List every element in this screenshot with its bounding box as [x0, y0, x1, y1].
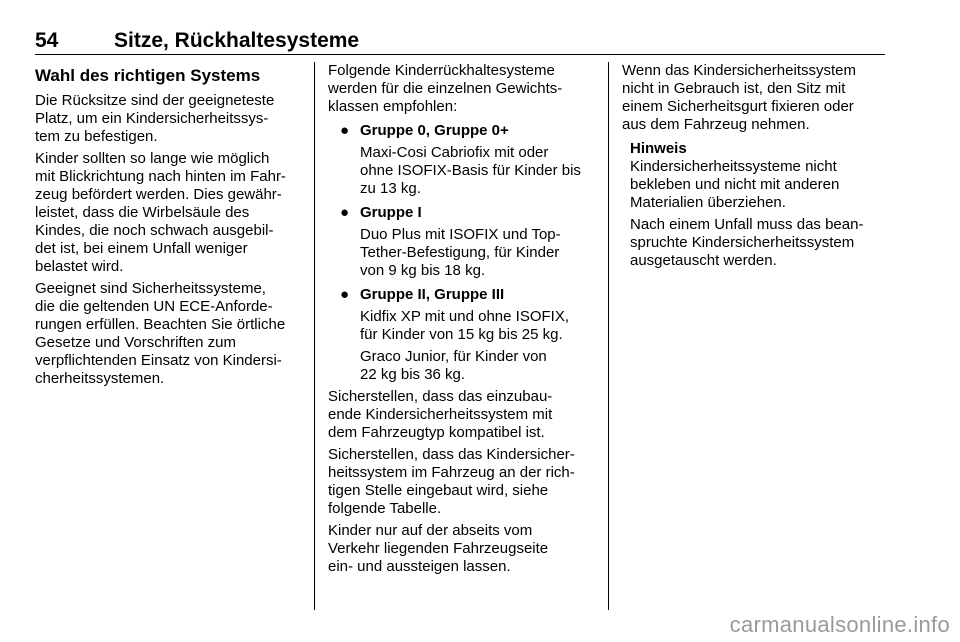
bullet-label: Gruppe I — [360, 204, 422, 221]
text-line: Graco Junior, für Kinder von — [360, 348, 547, 365]
column-divider — [608, 62, 609, 610]
list-item — [328, 122, 596, 140]
text-line: ausgetauscht werden. — [630, 252, 777, 269]
footer-watermark: carmanualsonline.info — [729, 612, 950, 637]
text-line: zu 13 kg. — [360, 180, 421, 197]
body-paragraph — [328, 388, 596, 442]
section-title: Sitze, Rückhaltesysteme — [114, 29, 360, 52]
bullet-icon: ● — [340, 122, 350, 139]
text-line: Kindes, die noch schwach ausgebil- — [35, 222, 274, 239]
column-divider — [314, 62, 315, 610]
text-line: von 9 kg bis 18 kg. — [360, 262, 486, 279]
text-line: Kinder nur auf der abseits vom — [328, 522, 533, 539]
text-line: für Kinder von 15 kg bis 25 kg. — [360, 326, 563, 343]
text-line: Platz, um ein Kindersicherheitssys- — [35, 110, 269, 127]
text-line: klassen empfohlen: — [328, 98, 458, 115]
text-line: Kindersicherheitssysteme nicht — [630, 158, 837, 175]
text-line: Maxi-Cosi Cabriofix mit oder — [360, 144, 549, 161]
text-line: leistet, dass die Wirbelsäule des — [35, 204, 250, 221]
body-paragraph — [622, 62, 884, 134]
text-line: ein- und aussteigen lassen. — [328, 558, 511, 575]
text-line: Sicherstellen, dass das Kindersicher- — [328, 446, 575, 463]
note-title: Hinweis — [630, 140, 687, 157]
body-paragraph — [328, 522, 596, 576]
text-line: Tether-Befestigung, für Kinder — [360, 244, 560, 261]
body-paragraph — [328, 446, 596, 518]
list-item — [328, 204, 596, 222]
page-header — [35, 30, 885, 52]
text-line: Verkehr liegenden Fahrzeugseite — [328, 540, 549, 557]
text-line: aus dem Fahrzeug nehmen. — [622, 116, 810, 133]
bullet-text — [328, 348, 596, 384]
page-number: 54 — [35, 29, 59, 52]
bullet-label: Gruppe 0, Gruppe 0+ — [360, 122, 509, 139]
paragraph-group — [328, 388, 596, 576]
text-line: zeug befördert werden. Dies gewähr- — [35, 186, 282, 203]
text-line: tem zu befestigen. — [35, 128, 158, 145]
text-line: werden für die einzelnen Gewichts- — [328, 80, 563, 97]
bullet-list — [328, 122, 596, 384]
text-line: Folgende Kinderrückhaltesysteme — [328, 62, 555, 79]
text-line: bekleben und nicht mit anderen — [630, 176, 840, 193]
text-line: Wenn das Kindersicherheitssystem — [622, 62, 856, 79]
text-line: Nach einem Unfall muss das bean- — [630, 216, 864, 233]
text-line: ohne ISOFIX-Basis für Kinder bis — [360, 162, 581, 179]
list-item — [328, 286, 596, 304]
text-line: belastet wird. — [35, 258, 124, 275]
text-line: Kidfix XP mit und ohne ISOFIX, — [360, 308, 569, 325]
text-line: einem Sicherheitsgurt fixieren oder — [622, 98, 854, 115]
text-line: mit Blickrichtung nach hinten im Fahr- — [35, 168, 286, 185]
text-line: die die geltenden UN ECE-Anforde- — [35, 298, 273, 315]
text-line: 22 kg bis 36 kg. — [360, 366, 466, 383]
text-line: heitssystem im Fahrzeug an der rich- — [328, 464, 575, 481]
text-line: rungen erfüllen. Beachten Sie örtliche — [35, 316, 286, 333]
text-line: ende Kindersicherheitssystem mit — [328, 406, 553, 423]
paragraph-group — [35, 92, 303, 388]
text-line: folgende Tabelle. — [328, 500, 442, 517]
bullet-icon: ● — [340, 286, 350, 303]
column-right — [622, 62, 884, 274]
column-left — [35, 62, 303, 392]
body-paragraph — [630, 216, 884, 270]
bullet-label: Gruppe II, Gruppe III — [360, 286, 505, 303]
section-heading: Wahl des richtigen Systems — [35, 66, 261, 85]
text-line: Gesetze und Vorschriften zum — [35, 334, 236, 351]
header-rule — [35, 54, 885, 55]
text-line: dem Fahrzeugtyp kompatibel ist. — [328, 424, 545, 441]
text-line: Duo Plus mit ISOFIX und Top- — [360, 226, 561, 243]
body-paragraph — [630, 158, 884, 212]
text-line: det ist, bei einem Unfall weniger — [35, 240, 248, 257]
body-paragraph — [35, 280, 303, 388]
intro-paragraph — [328, 62, 596, 116]
column-middle — [328, 62, 596, 580]
bullet-text — [328, 226, 596, 280]
text-line: spruchte Kindersicherheitssystem — [630, 234, 855, 251]
text-line: Sicherstellen, dass das einzubau- — [328, 388, 553, 405]
body-paragraph — [35, 92, 303, 146]
text-line: verpflichtenden Einsatz von Kindersi- — [35, 352, 282, 369]
text-line: Kinder sollten so lange wie möglich — [35, 150, 270, 167]
text-line: Materialien überziehen. — [630, 194, 786, 211]
text-line: Die Rücksitze sind der geeigneteste — [35, 92, 275, 109]
bullet-text — [328, 308, 596, 344]
text-line: tigen Stelle eingebaut wird, siehe — [328, 482, 549, 499]
body-paragraph — [35, 150, 303, 276]
bullet-icon: ● — [340, 204, 350, 221]
text-line: cherheitssystemen. — [35, 370, 165, 387]
note-paragraphs — [630, 158, 884, 270]
text-line: Geeignet sind Sicherheitssysteme, — [35, 280, 266, 297]
note-box — [622, 140, 884, 270]
bullet-text — [328, 144, 596, 198]
text-line: nicht in Gebrauch ist, den Sitz mit — [622, 80, 846, 97]
